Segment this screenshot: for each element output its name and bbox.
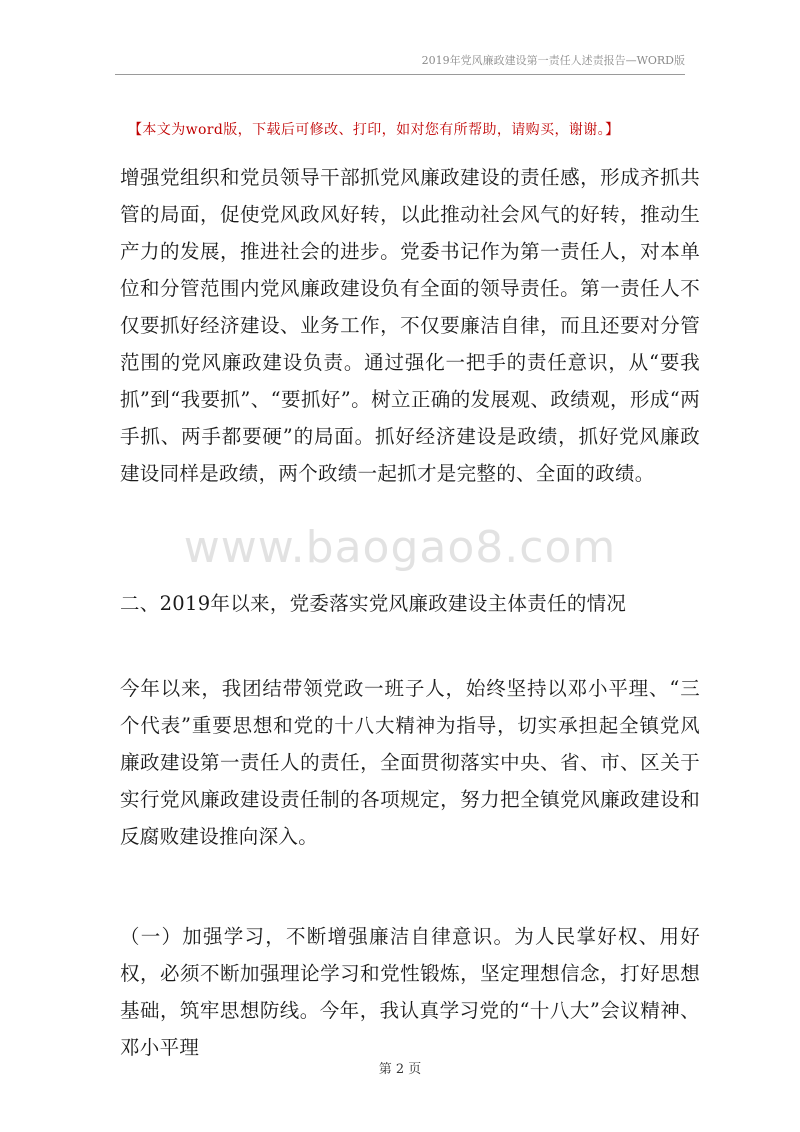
body-paragraph-1: 增强党组织和党员领导干部抓党风廉政建设的责任感，形成齐抓共管的局面，促使党风政风好转，以此推动社会风气的好转，推动生产力的发展，推进社会的进步。党委书记作为第一责任人，对本单位和分管范围内党风廉政建设负有全面的领导责任。第一责任人不仅要抓好经济建设、业务工作，不仅要廉洁自律，而且还要对分管范围的党风廉政建设负责。通过强化一把手的责任意识，从“要我抓”到“我要抓”、“要抓好”。树立正确的发展观、政绩观，形成“两手抓、两手都要硬”的局面。抓好经济建设是政绩，抓好党风廉政建设同样是政绩，两个政绩一起抓才是完整的、全面的政绩。: [120, 166, 700, 485]
page-number: 第 2 页: [378, 1062, 422, 1077]
purchase-notice: 【本文为word版，下载后可修改、打印，如对您有所帮助，请购买，谢谢。】: [128, 122, 620, 138]
running-header: [115, 52, 685, 75]
body-paragraph-3: （一）加强学习，不断增强廉洁自律意识。为人民掌好权、用好权，必须不断加强理论学习和党性锻炼，坚定理想信念，打好思想基础，筑牢思想防线。今年，我认真学习党的“十八大”会议精神、邓小平理: [120, 925, 700, 1059]
body-paragraph-2: 今年以来，我团结带领党政一班子人，始终坚持以邓小平理、“三个代表”重要思想和党的十八大精神为指导，切实承担起全镇党风廉政建设第一责任人的责任，全面贯彻落实中央、省、市、区关于实行党风廉政建设责任制的各项规定，努力把全镇党风廉政建设和反腐败建设推向深入。: [120, 677, 700, 848]
section-heading: 二、2019年以来，党委落实党风廉政建设主体责任的情况: [120, 592, 627, 615]
running-header-title: 2019年党风廉政建设第一责任人述责报告—WORD版: [421, 54, 685, 67]
watermark-text: www.baogao8.com: [183, 522, 617, 573]
